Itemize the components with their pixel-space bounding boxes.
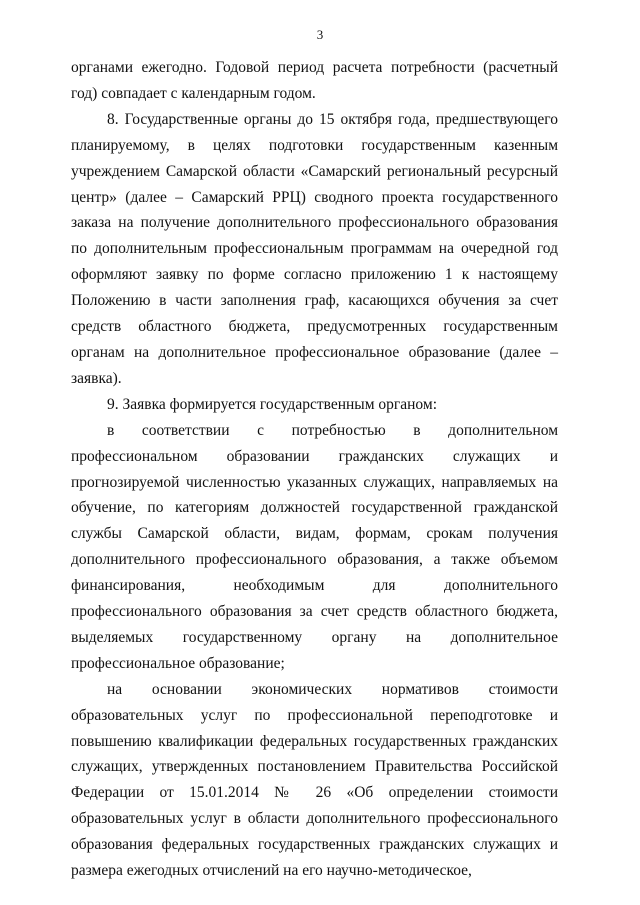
paragraph-continuation: органами ежегодно. Годовой период расчета потребности (расчетный год) совпадает с календарным годом. [71, 59, 558, 102]
paragraph-item-8: 8. Государственные органы до 15 октября года, предшествующего планируемому, в целях подготовки государственным казенным учреждением Самарской области «Самарский региональный ресурсный центр» (далее – Самарский РРЦ) сводного проекта государственного заказа на получение дополнительного профессионального образования по дополнительным профессиональным программам на очередной год оформляют заявку по форме согласно приложению 1 к настоящему Положению в части заполнения граф, касающихся обучения за счет средств областного бюджета, предусмотренных государственным органам на дополнительное профессиональное образование (далее – заявка). [71, 110, 558, 387]
paragraph-item-9-point-2: на основании экономических нормативов стоимости образовательных услуг по профессиональной переподготовке и повышению квалификации федеральных государственных гражданских служащих, утвержденных постановлением Правительства Российской Федерации от 15.01.2014 № 26 «Об определении стоимости образовательных услуг в области дополнительного профессионального образования федеральных государственных гражданских служащих и размера ежегодных отчислений на его научно-методическое, [71, 680, 558, 880]
document-body [71, 55, 558, 884]
page-number: 3 [316, 27, 324, 42]
paragraph-item-9-point-1: в соответствии с потребностью в дополнительном профессиональном образовании гражданских служащих и прогнозируемой численностью указанных служащих, направляемых на обучение, по категориям должностей государственной гражданской службы Самарской области, видам, формам, срокам получения дополнительного профессионального образования, а также объемом финансирования, необходимым для дополнительного профессионального образования за счет средств областного бюджета, выделяемых государственному органу на дополнительное профессиональное образование; [71, 421, 558, 672]
paragraph-item-9: 9. Заявка формируется государственным органом: [107, 395, 437, 413]
